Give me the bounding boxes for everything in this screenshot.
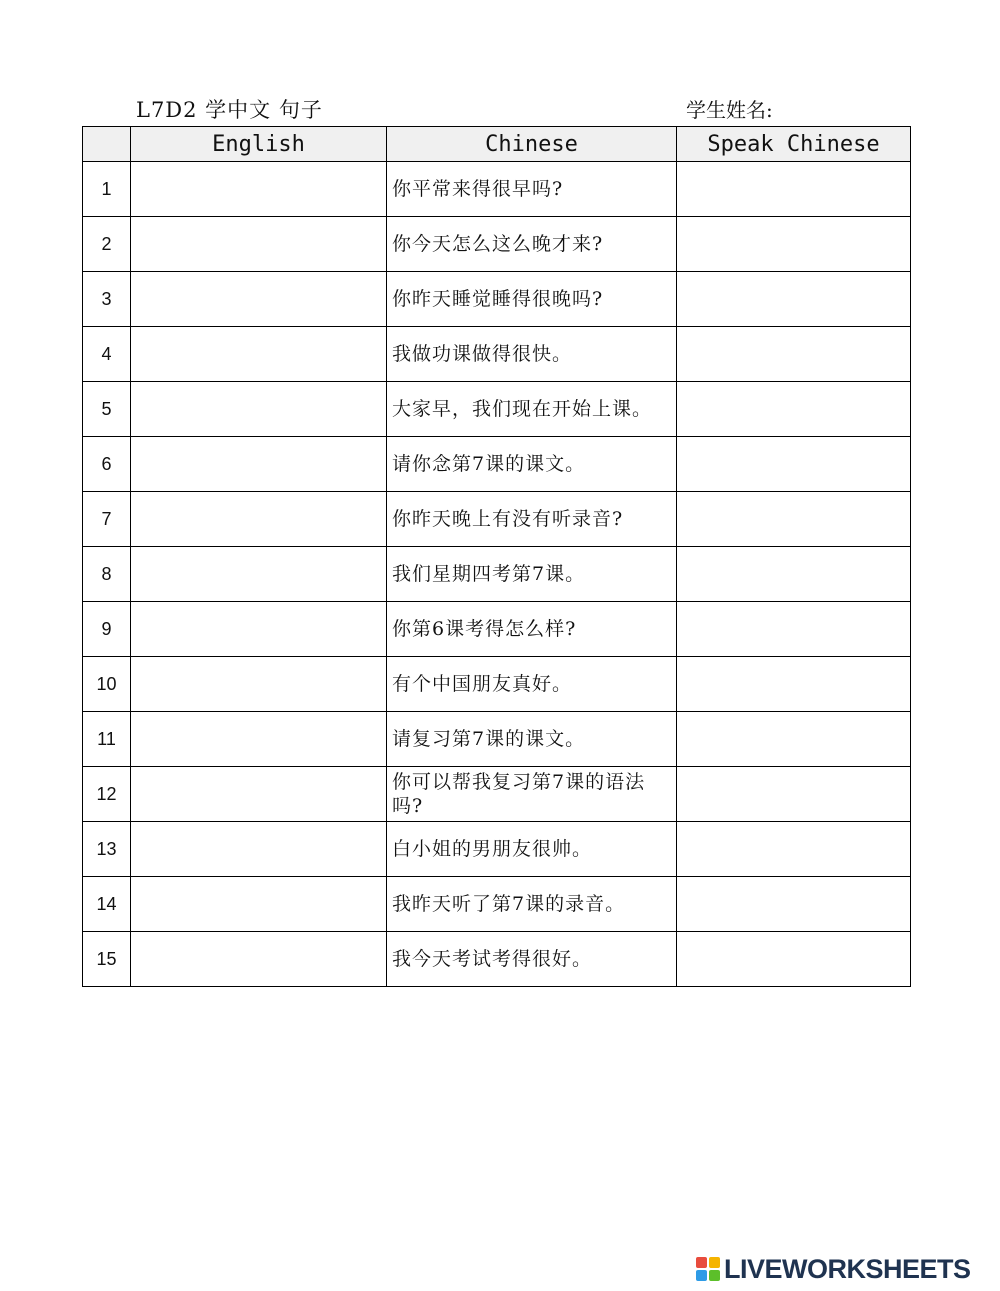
table-header-row — [83, 127, 911, 162]
table-row — [83, 547, 911, 602]
chinese-sentence: 我做功课做得很快。 — [387, 327, 677, 382]
english-answer-cell[interactable] — [131, 382, 387, 437]
row-number: 14 — [83, 877, 131, 932]
chinese-sentence: 你第6课考得怎么样? — [387, 602, 677, 657]
chinese-sentence: 请复习第7课的课文。 — [387, 712, 677, 767]
header-chinese: Chinese — [387, 127, 677, 162]
english-answer-cell[interactable] — [131, 437, 387, 492]
speak-chinese-cell[interactable] — [677, 932, 911, 987]
english-answer-cell[interactable] — [131, 547, 387, 602]
chinese-sentence: 请你念第7课的课文。 — [387, 437, 677, 492]
chinese-sentence: 你今天怎么这么晚才来? — [387, 217, 677, 272]
english-answer-cell[interactable] — [131, 162, 387, 217]
speak-chinese-cell[interactable] — [677, 217, 911, 272]
speak-chinese-cell[interactable] — [677, 162, 911, 217]
row-number: 2 — [83, 217, 131, 272]
row-number: 6 — [83, 437, 131, 492]
table-row — [83, 657, 911, 712]
header-number — [83, 127, 131, 162]
english-answer-cell[interactable] — [131, 877, 387, 932]
header-english: English — [131, 127, 387, 162]
table-row — [83, 602, 911, 657]
chinese-sentence: 我昨天听了第7课的录音。 — [387, 877, 677, 932]
row-number: 1 — [83, 162, 131, 217]
row-number: 3 — [83, 272, 131, 327]
speak-chinese-cell[interactable] — [677, 767, 911, 822]
table-row — [83, 162, 911, 217]
chinese-sentence: 白小姐的男朋友很帅。 — [387, 822, 677, 877]
row-number: 4 — [83, 327, 131, 382]
english-answer-cell[interactable] — [131, 272, 387, 327]
liveworksheets-logo — [696, 1253, 971, 1285]
english-answer-cell[interactable] — [131, 492, 387, 547]
english-answer-cell[interactable] — [131, 327, 387, 382]
table-row — [83, 822, 911, 877]
table-row — [83, 767, 911, 822]
table-body — [83, 162, 911, 987]
table-row — [83, 327, 911, 382]
speak-chinese-cell[interactable] — [677, 437, 911, 492]
student-name-label: 学生姓名: — [686, 98, 773, 122]
table-row — [83, 492, 911, 547]
speak-chinese-cell[interactable] — [677, 822, 911, 877]
chinese-sentence: 你昨天晚上有没有听录音? — [387, 492, 677, 547]
english-answer-cell[interactable] — [131, 767, 387, 822]
row-number: 12 — [83, 767, 131, 822]
chinese-sentence: 你平常来得很早吗? — [387, 162, 677, 217]
chinese-sentence: 你可以帮我复习第7课的语法吗? — [387, 767, 677, 822]
speak-chinese-cell[interactable] — [677, 657, 911, 712]
english-answer-cell[interactable] — [131, 602, 387, 657]
table-row — [83, 932, 911, 987]
chinese-sentence: 我今天考试考得很好。 — [387, 932, 677, 987]
english-answer-cell[interactable] — [131, 657, 387, 712]
speak-chinese-cell[interactable] — [677, 272, 911, 327]
row-number: 5 — [83, 382, 131, 437]
chinese-sentence: 有个中国朋友真好。 — [387, 657, 677, 712]
table-row — [83, 877, 911, 932]
header-speak-chinese: Speak Chinese — [677, 127, 911, 162]
speak-chinese-cell[interactable] — [677, 547, 911, 602]
english-answer-cell[interactable] — [131, 712, 387, 767]
table-row — [83, 437, 911, 492]
row-number: 7 — [83, 492, 131, 547]
row-number: 8 — [83, 547, 131, 602]
row-number: 15 — [83, 932, 131, 987]
row-number: 11 — [83, 712, 131, 767]
brand-name: LIVEWORKSHEETS — [724, 1253, 971, 1284]
table-row — [83, 272, 911, 327]
chinese-sentence: 我们星期四考第7课。 — [387, 547, 677, 602]
worksheet-title: L7D2 学中文 句子 — [136, 98, 323, 122]
table-row — [83, 382, 911, 437]
row-number: 13 — [83, 822, 131, 877]
row-number: 9 — [83, 602, 131, 657]
row-number: 10 — [83, 657, 131, 712]
table-row — [83, 712, 911, 767]
chinese-sentence: 你昨天睡觉睡得很晚吗? — [387, 272, 677, 327]
english-answer-cell[interactable] — [131, 822, 387, 877]
speak-chinese-cell[interactable] — [677, 492, 911, 547]
speak-chinese-cell[interactable] — [677, 712, 911, 767]
speak-chinese-cell[interactable] — [677, 327, 911, 382]
english-answer-cell[interactable] — [131, 217, 387, 272]
speak-chinese-cell[interactable] — [677, 877, 911, 932]
logo-mark-icon — [696, 1257, 720, 1281]
english-answer-cell[interactable] — [131, 932, 387, 987]
sentence-table — [82, 126, 911, 987]
speak-chinese-cell[interactable] — [677, 602, 911, 657]
chinese-sentence: 大家早，我们现在开始上课。 — [387, 382, 677, 437]
table-row — [83, 217, 911, 272]
speak-chinese-cell[interactable] — [677, 382, 911, 437]
